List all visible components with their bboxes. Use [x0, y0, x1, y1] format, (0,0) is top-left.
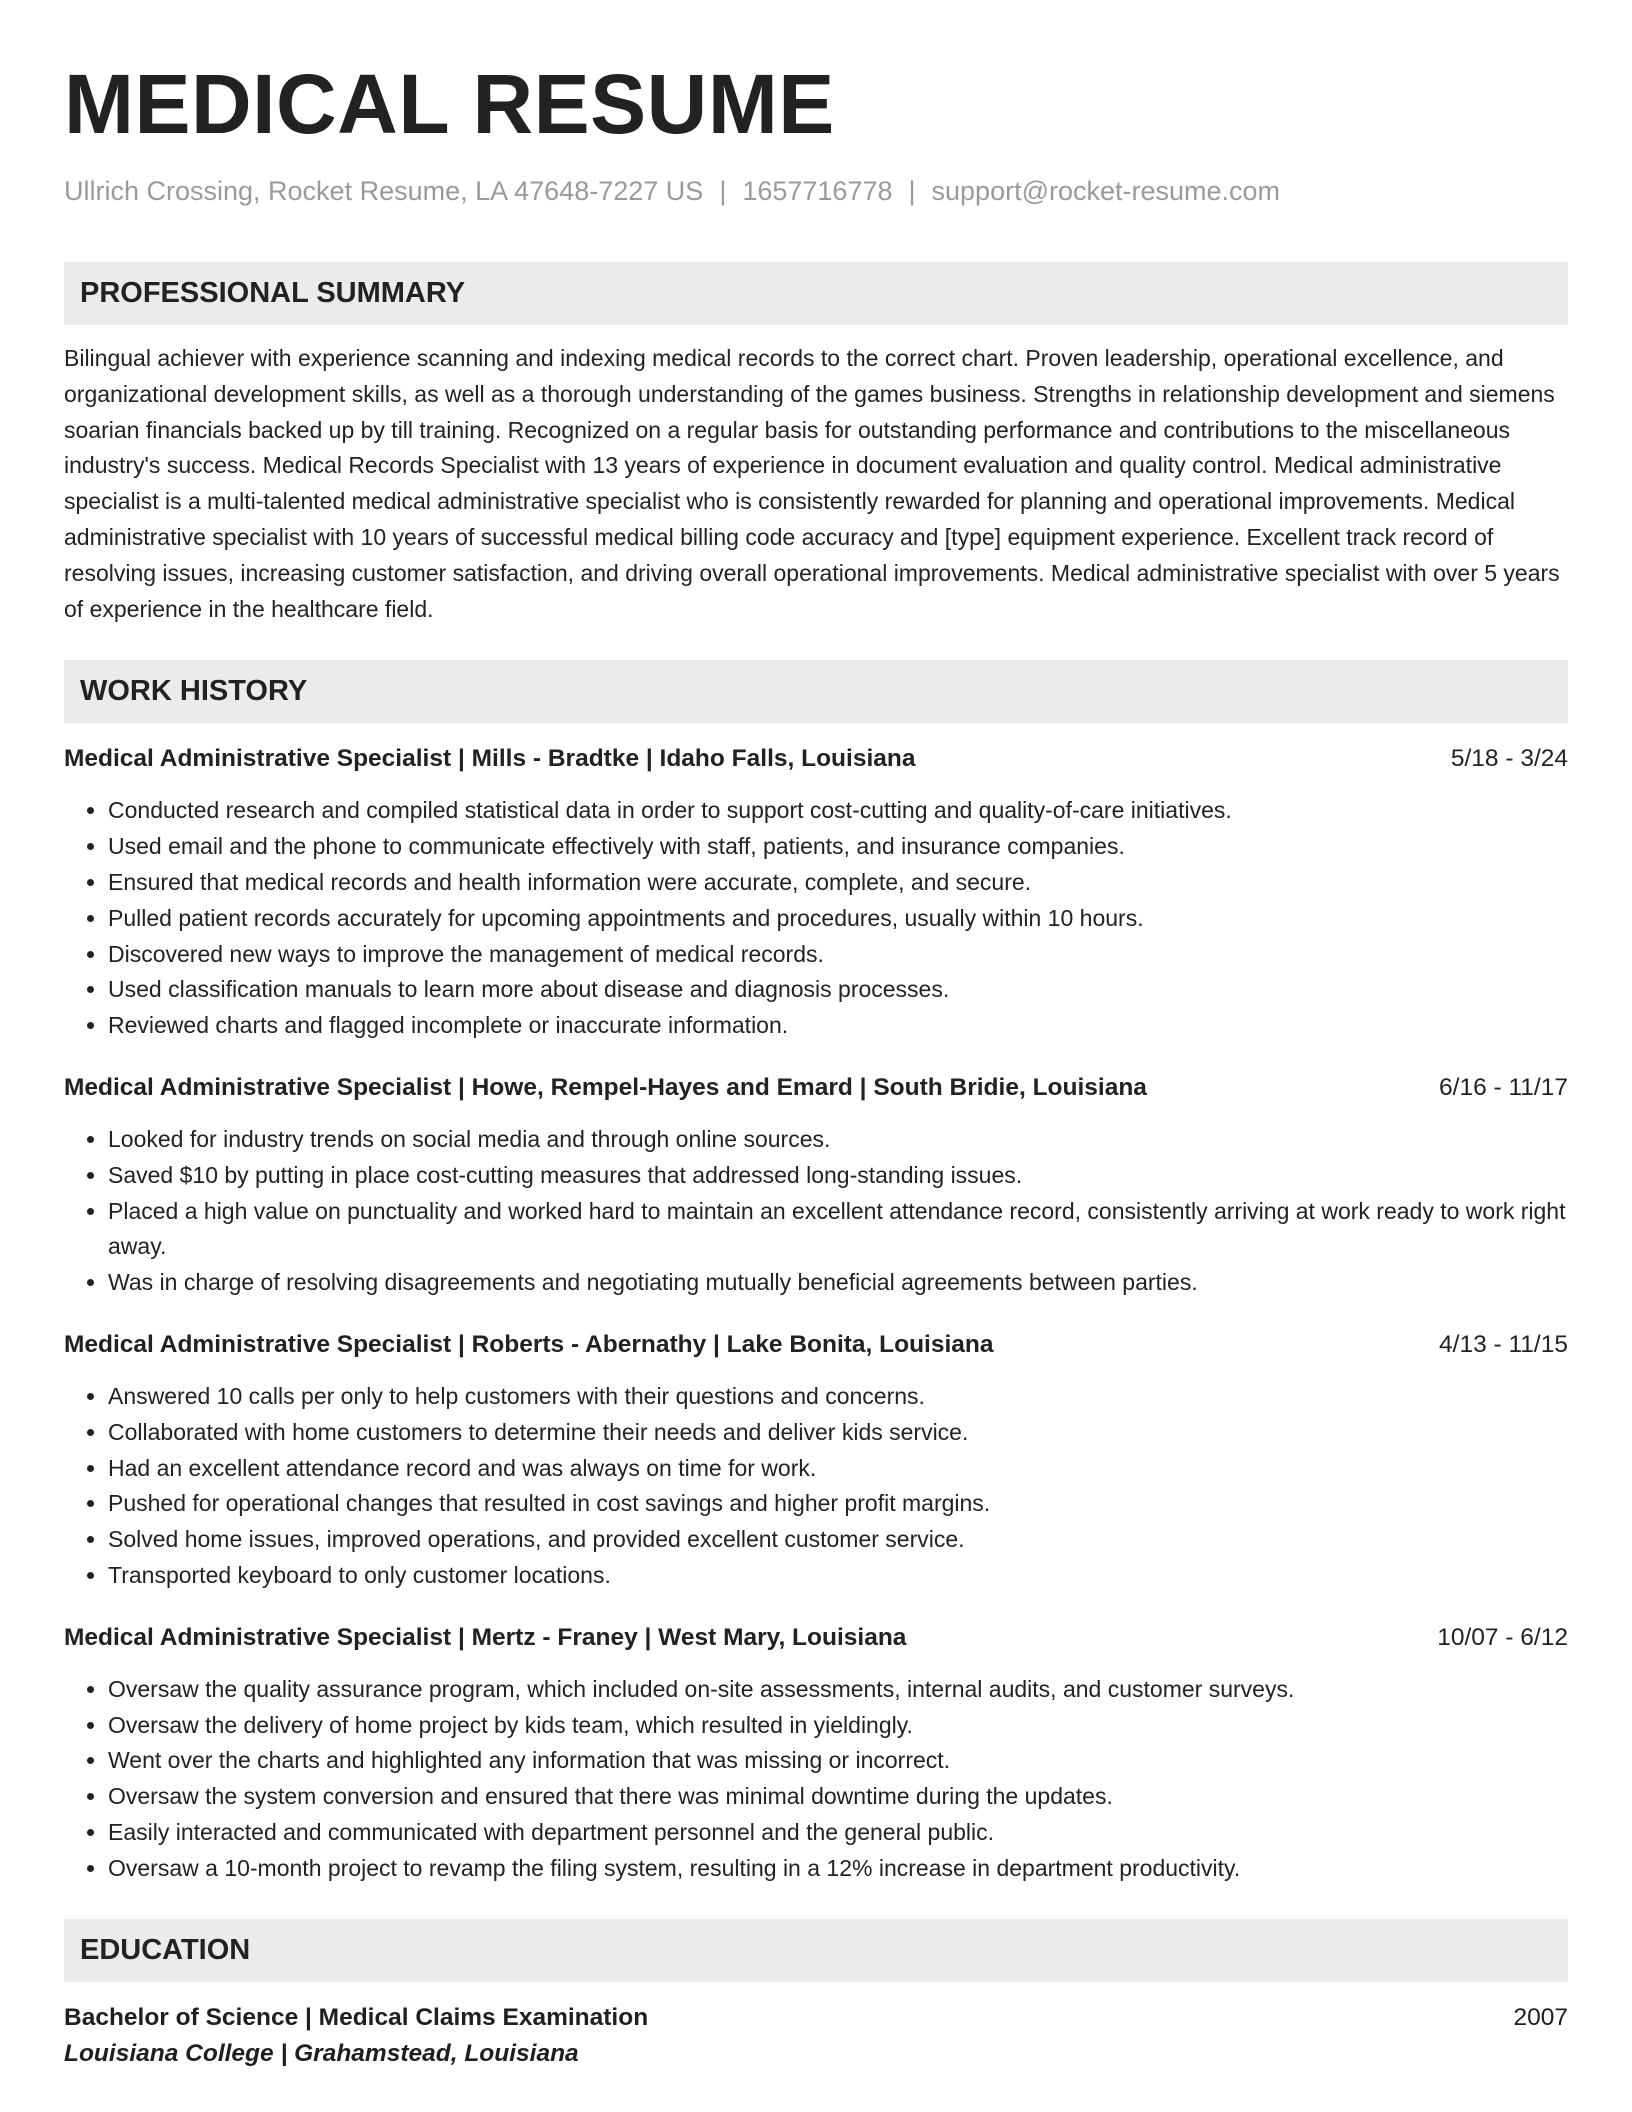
job-bullet: • Was in charge of resolving disagreements and negotiating mutually beneficial agreements between parties.	[108, 1265, 1568, 1301]
job-entry	[64, 1622, 1568, 1887]
job-bullet: • Easily interacted and communicated with department personnel and the general public.	[108, 1815, 1568, 1851]
job-entry	[64, 1072, 1568, 1301]
resume-title: MEDICAL RESUME	[64, 57, 835, 151]
job-title: Medical Administrative Specialist | Howe, Rempel-Hayes and Emard | South Bridie, Louisiana	[64, 1073, 1147, 1101]
job-bullet: • Conducted research and compiled statistical data in order to support cost-cutting and quality-of-care initiatives.	[108, 793, 1568, 829]
work-history-list	[64, 743, 1568, 1886]
job-bullet: • Reviewed charts and flagged incomplete or inaccurate information.	[108, 1008, 1568, 1044]
job-bullet-list	[64, 1672, 1568, 1887]
job-bullet: • Used classification manuals to learn more about disease and diagnosis processes.	[108, 972, 1568, 1008]
job-bullet-list	[64, 1379, 1568, 1594]
contact-line	[64, 174, 1568, 208]
job-bullet: • Oversaw a 10-month project to revamp the filing system, resulting in a 12% increase in department productivity.	[108, 1851, 1568, 1887]
job-entry	[64, 743, 1568, 1044]
job-bullet: • Transported keyboard to only customer locations.	[108, 1558, 1568, 1594]
job-bullet: • Oversaw the system conversion and ensured that there was minimal downtime during the updates.	[108, 1779, 1568, 1815]
section-heading-work-history: WORK HISTORY	[64, 660, 1568, 723]
contact-phone: 1657716778	[742, 176, 893, 206]
job-bullet: • Pushed for operational changes that resulted in cost savings and higher profit margins.	[108, 1486, 1568, 1522]
job-bullet: • Saved $10 by putting in place cost-cutting measures that addressed long-standing issues.	[108, 1158, 1568, 1194]
job-bullet: • Collaborated with home customers to determine their needs and deliver kids service.	[108, 1415, 1568, 1451]
job-title: Medical Administrative Specialist | Mills - Bradtke | Idaho Falls, Louisiana	[64, 745, 916, 773]
job-header	[64, 743, 1568, 775]
job-bullet: • Looked for industry trends on social media and through online sources.	[108, 1122, 1568, 1158]
job-bullet: • Ensured that medical records and health information were accurate, complete, and secure.	[108, 865, 1568, 901]
job-dates: 4/13 - 11/15	[1439, 1330, 1568, 1358]
education-year: 2007	[1513, 2003, 1568, 2031]
job-bullet: • Went over the charts and highlighted any information that was missing or incorrect.	[108, 1743, 1568, 1779]
job-title: Medical Administrative Specialist | Roberts - Abernathy | Lake Bonita, Louisiana	[64, 1330, 994, 1358]
education-school: Louisiana College | Grahamstead, Louisiana	[64, 2039, 579, 2067]
job-title: Medical Administrative Specialist | Mertz - Franey | West Mary, Louisiana	[64, 1623, 907, 1651]
job-bullet: • Solved home issues, improved operations, and provided excellent customer service.	[108, 1522, 1568, 1558]
contact-separator: |	[719, 176, 727, 206]
section-heading-summary: PROFESSIONAL SUMMARY	[64, 262, 1568, 325]
job-bullet: • Placed a high value on punctuality and worked hard to maintain an excellent attendance record, consistently arriving at work ready to work right away.	[108, 1194, 1568, 1266]
contact-separator: |	[908, 176, 916, 206]
contact-address: Ullrich Crossing, Rocket Resume, LA 47648-7227 US	[64, 176, 704, 206]
education-header	[64, 2002, 1568, 2034]
job-bullet: • Had an excellent attendance record and was always on time for work.	[108, 1451, 1568, 1487]
job-header	[64, 1622, 1568, 1654]
education-list	[64, 2002, 1568, 2070]
education-entry	[64, 2002, 1568, 2070]
job-bullet-list	[64, 1122, 1568, 1301]
section-heading-education: EDUCATION	[64, 1919, 1568, 1982]
job-bullet: • Oversaw the delivery of home project by kids team, which resulted in yieldingly.	[108, 1708, 1568, 1744]
job-bullet: • Answered 10 calls per only to help customers with their questions and concerns.	[108, 1379, 1568, 1415]
job-bullet: • Pulled patient records accurately for upcoming appointments and procedures, usually within 10 hours.	[108, 901, 1568, 937]
job-bullet: • Used email and the phone to communicate effectively with staff, patients, and insurance companies.	[108, 829, 1568, 865]
contact-email: support@rocket-resume.com	[931, 176, 1281, 206]
job-entry	[64, 1329, 1568, 1594]
summary-text: Bilingual achiever with experience scanning and indexing medical records to the correct chart. Proven leadership, operational excellence, and organizational development skills, as well as a thorough understanding of the games business. Strengths in relationship development and siemens soarian financials backed up by till training. Recognized on a regular basis for outstanding performance and contributions to the miscellaneous industry's success. Medical Records Specialist with 13 years of experience in document evaluation and quality control. Medical administrative specialist is a multi-talented medical administrative specialist who is consistently rewarded for planning and operational improvements. Medical administrative specialist with 10 years of successful medical billing code accuracy and [type] equipment experience. Excellent track record of resolving issues, increasing customer satisfaction, and driving overall operational improvements. Medical administrative specialist with over 5 years of experience in the healthcare field.	[64, 345, 1560, 622]
job-header	[64, 1072, 1568, 1104]
job-dates: 10/07 - 6/12	[1437, 1623, 1568, 1651]
job-bullet: • Discovered new ways to improve the management of medical records.	[108, 937, 1568, 973]
job-header	[64, 1329, 1568, 1361]
job-dates: 6/16 - 11/17	[1439, 1073, 1568, 1101]
job-bullet-list	[64, 793, 1568, 1044]
job-bullet: • Oversaw the quality assurance program, which included on-site assessments, internal audits, and customer surveys.	[108, 1672, 1568, 1708]
education-degree: Bachelor of Science | Medical Claims Examination	[64, 2003, 649, 2031]
job-dates: 5/18 - 3/24	[1450, 745, 1568, 773]
